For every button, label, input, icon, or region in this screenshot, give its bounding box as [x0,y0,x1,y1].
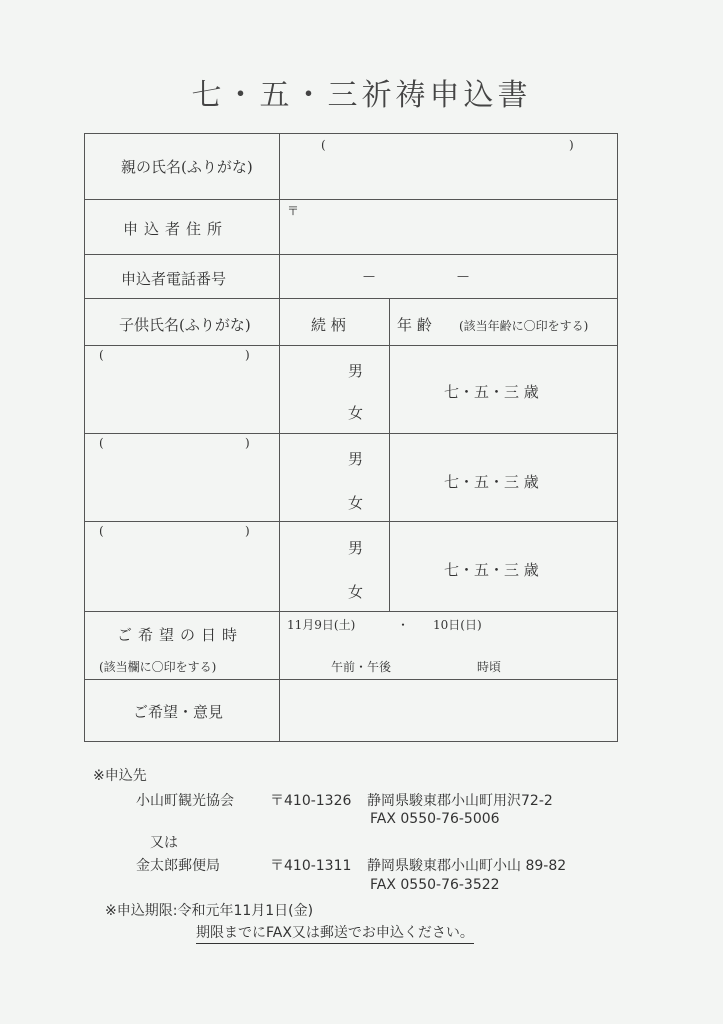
row-divider [85,345,617,346]
row-divider [85,254,617,255]
gender-male[interactable]: 男 [348,539,364,557]
row-divider [85,199,617,200]
wishes-label: ご希望・意見 [133,703,224,721]
submission-note: 期限までにFAX又は郵送でお申込ください。 [196,922,474,944]
deadline: ※申込期限:令和元年11月1日(金) [105,903,314,919]
datetime-label: ご希望の日時 [117,626,244,644]
paren-close: ) [245,524,250,538]
row-divider [85,611,617,612]
row-divider [85,433,617,434]
age-options[interactable]: 七・五・三 歳 [444,561,539,579]
parent-name-field[interactable] [283,154,613,194]
gender-female[interactable]: 女 [348,404,364,422]
paren-close: ) [245,348,250,362]
org2-postal: 〒410-1311 [270,858,352,874]
org1-postal: 〒410-1326 [270,793,352,809]
gender-female[interactable]: 女 [348,494,364,512]
org2-address: 静岡県駿東郡小山町小山 89-82 [367,858,567,874]
row-divider [85,521,617,522]
age-header: 年 齢 [397,316,432,334]
row-divider [85,679,617,680]
paren-open: ( [99,436,104,450]
paren-open: ( [99,524,104,538]
column-divider [279,134,280,741]
gender-female[interactable]: 女 [348,583,364,601]
row-divider [85,298,617,299]
age-note: (該当年齢に〇印をする) [459,319,589,333]
phone-separator: — [363,269,375,283]
date-option-1[interactable]: 11月9日(土) [287,618,356,632]
gender-male[interactable]: 男 [348,362,364,380]
date-option-2[interactable]: 10日(日) [433,618,482,632]
address-label: 申込者住所 [123,220,229,238]
org1-address: 静岡県駿東郡小山町用沢72-2 [367,793,553,809]
application-form [84,133,618,742]
time-suffix: 時頃 [477,660,502,674]
org2-name: 金太郎郵便局 [136,858,220,874]
ampm-option[interactable]: 午前・午後 [331,660,392,674]
gender-male[interactable]: 男 [348,450,364,468]
postal-mark: 〒 [287,204,300,218]
paren-open: ( [99,348,104,362]
org1-name: 小山町観光協会 [136,793,234,809]
phone-label: 申込者電話番号 [121,270,227,288]
column-divider [389,298,390,611]
wishes-field[interactable] [283,684,613,736]
phone-separator: — [457,269,469,283]
relation-header: 続 柄 [311,316,346,334]
child-name-header: 子供氏名(ふりがな) [119,316,251,334]
form-title: 七・五・三祈祷申込書 [191,78,532,113]
paren-close: ) [569,138,574,152]
paren-open: ( [321,138,326,152]
org1-fax: FAX 0550-76-5006 [370,811,500,827]
age-options[interactable]: 七・五・三 歳 [444,473,539,491]
address-field[interactable] [283,204,613,250]
date-separator: ・ [397,618,410,632]
org2-fax: FAX 0550-76-3522 [370,877,500,893]
or-label: 又は [150,835,178,851]
contact-heading: ※申込先 [93,768,147,784]
parent-name-label: 親の氏名(ふりがな) [121,158,253,176]
datetime-note: (該当欄に〇印をする) [99,660,217,674]
paren-close: ) [245,436,250,450]
age-options[interactable]: 七・五・三 歳 [444,383,539,401]
phone-field[interactable] [283,258,613,294]
